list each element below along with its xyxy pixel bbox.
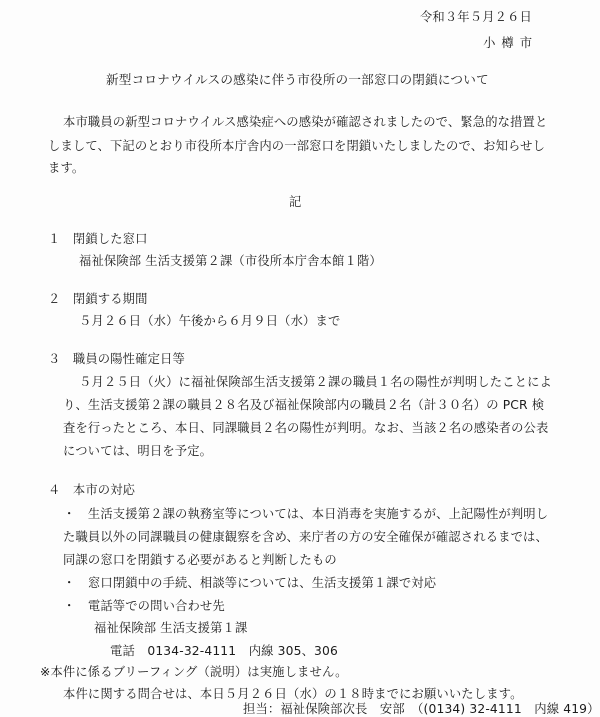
section-3-line-4: については、明日を予定。 [63,444,213,458]
document-title: 新型コロナウイルスの感染に伴う市役所の一部窓口の閉鎖について [106,72,489,87]
section-4-bullet-1-line-3: 同課の窓口を閉鎖する必要があると判断したもの [63,553,337,567]
briefing-note: ※本件に係るブリーフィング（説明）は実施しません。 [40,665,348,679]
contact-department: 福祉保険部 生活支援第１課 [94,621,248,635]
section-3-line-1: ５月２５日（火）に福祉保険部生活支援第２課の職員１名の陽性が判明したことによ [79,375,552,389]
inquiry-note: 本件に関する問合せは、本日５月２６日（水）の１８時までにお願いいたします。 [63,687,523,701]
section-3-line-3: 査を行ったところ、本日、同課職員２名の陽性が判明。なお、当該２名の感染者の公表 [63,421,549,435]
issuer-name: 小樽市 [483,36,538,50]
section-3-heading: ３ 職員の陽性確定日等 [48,352,185,366]
intro-line-3: ます。 [48,161,85,175]
intro-line-2: しまして、下記のとおり市役所本庁舎内の一部窓口を閉鎖いたしましたので、お知らせし [48,139,546,153]
section-2-heading: ２ 閉鎖する期間 [48,292,148,306]
section-4-heading: ４ 本市の対応 [48,483,136,497]
ki-heading: 記 [289,195,302,209]
section-1-heading: １ 閉鎖した窓口 [48,232,148,246]
section-2-line-1: ５月２６日（水）午後から６月９日（水）まで [79,314,341,328]
contact-phone: 電話 0134-32-4111 内線 305、306 [110,644,338,658]
section-3-line-2: り、生活支援第２課の職員２８名及び福祉保険部内の職員２名（計３０名）の PCR 検 [63,398,545,412]
section-4-bullet-3: ・ 電話等での問い合わせ先 [63,599,225,613]
section-4-bullet-1-line-2: た職員以外の同課職員の健康観察を含め、来庁者の方の安全確保が確認されるまでは、 [63,530,548,544]
section-4-bullet-2: ・ 窓口閉鎖中の手続、相談等については、生活支援第１課で対応 [63,576,437,590]
section-4-bullet-1-line-1: ・ 生活支援第２課の執務室等については、本日消毒を実施するが、上記陽性が判明し [63,507,549,521]
section-1-line-1: 福祉保険部 生活支援第２課（市役所本庁舎本館１階） [79,254,382,268]
contact-person: 担当：福祉保険部次長 安部 （(0134) 32-4111 内線 419） [243,702,600,716]
intro-line-1: 本市職員の新型コロナウイルス感染症への感染が確認されましたので、緊急的な措置と [63,115,548,129]
document-date: 令和３年５月２６日 [419,10,532,24]
